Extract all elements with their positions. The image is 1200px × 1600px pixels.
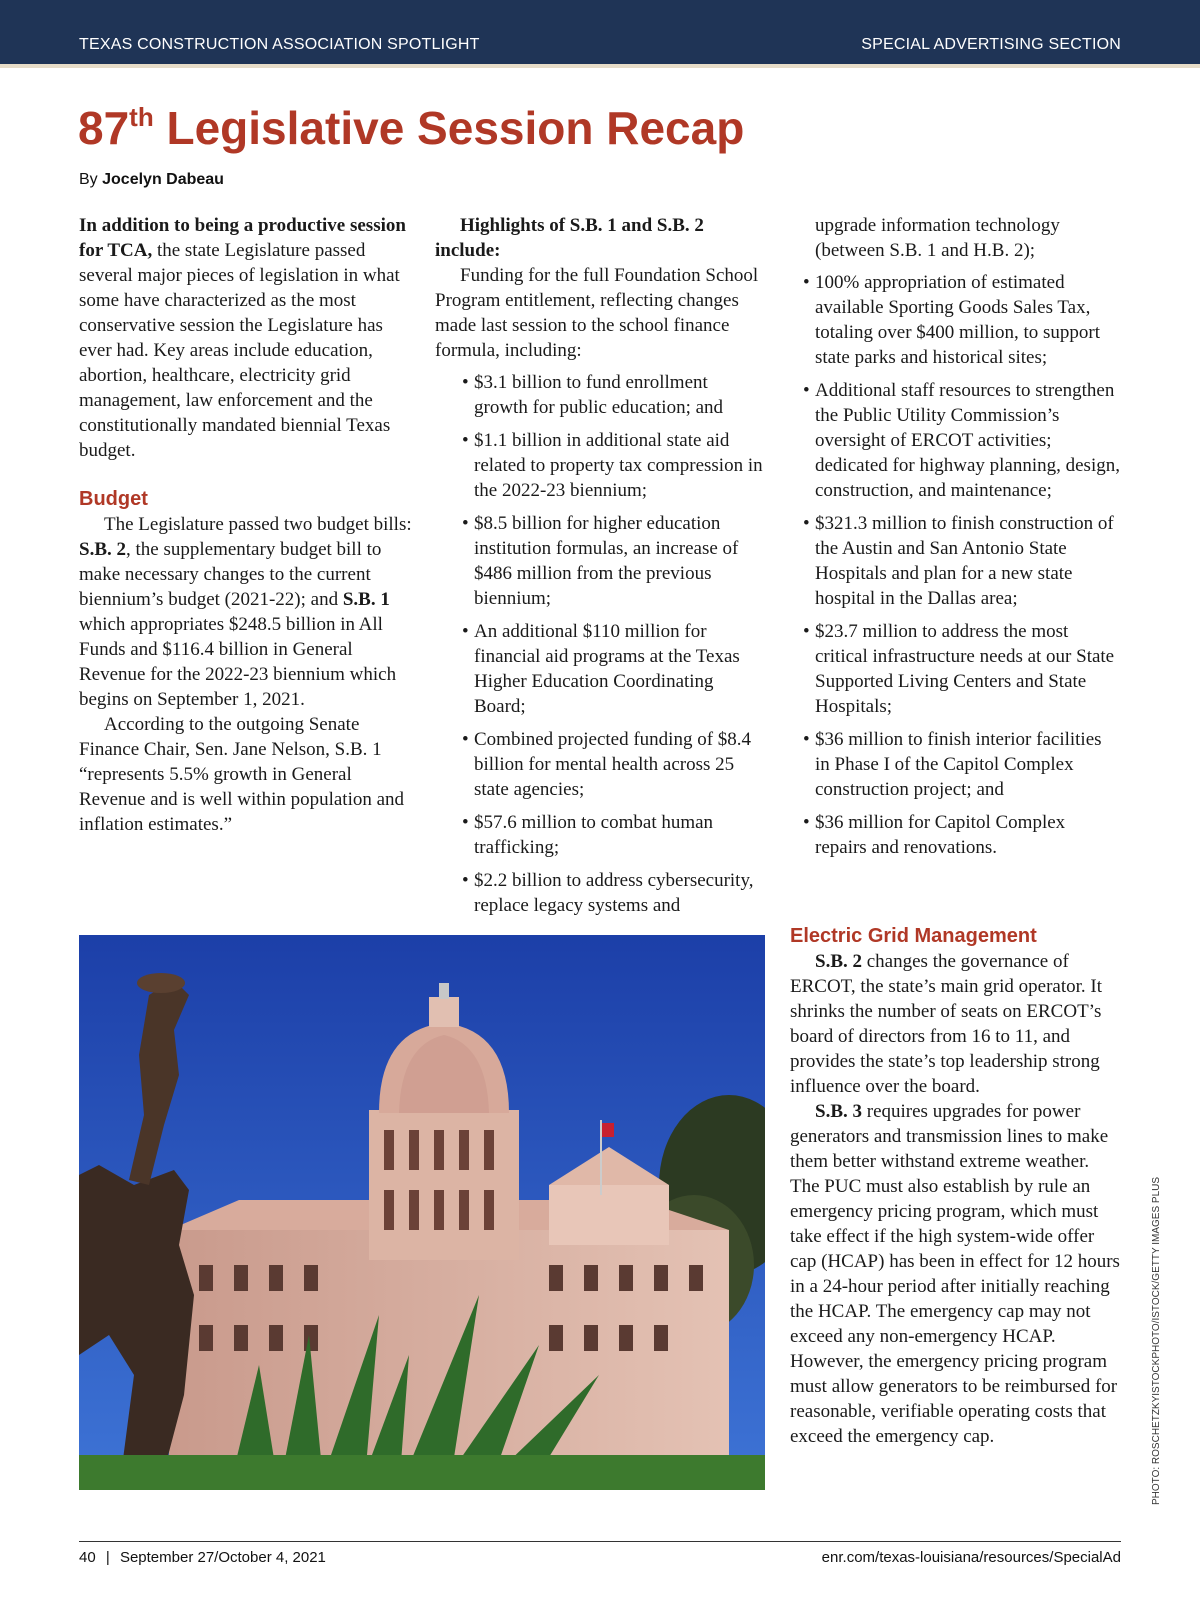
footer-url[interactable]: enr.com/texas-louisiana/resources/SpecialAd [821, 1549, 1121, 1566]
grid-paragraph-1 [790, 949, 1120, 1099]
page-number: 40 [79, 1549, 96, 1566]
list-item: • $2.2 billion to address cybersecurity, replace legacy systems and [462, 868, 765, 918]
footer-rule [79, 1541, 1121, 1542]
banner-rule [0, 64, 1200, 68]
budget-paragraph-1 [79, 512, 414, 712]
title-ordinal: th [129, 102, 154, 132]
budget-paragraph-2: According to the outgoing Senate Finance Chair, Sen. Jane Nelson, S.B. 1 “represents 5.5% growth in General Revenue and is well within population and inflation estimates.” [79, 714, 405, 835]
list-item: • $36 million for Capitol Complex repairs and renovations. [803, 810, 1120, 860]
grid-bill-sb2: S.B. 2 [815, 951, 862, 972]
list-continuation: upgrade information technology (between S.B. 1 and H.B. 2); [815, 215, 1060, 261]
intro-lead: In addition to being a productive session for TCA, [79, 215, 406, 261]
budget-heading: Budget [79, 488, 148, 510]
title-number: 87 [78, 102, 130, 154]
byline-prefix: By [79, 171, 103, 188]
grid-text-1: changes the governance of ERCOT, the state’s main grid operator. It shrinks the number of seats on ERCOT’s board of directors from 16 to 11, and provides the state’s top leadership strong influence over the board. [790, 951, 1103, 1097]
author-name: Jocelyn Dabeau [102, 171, 224, 188]
highlights-list [462, 370, 765, 918]
advertising-label: SPECIAL ADVERTISING SECTION [861, 36, 1121, 53]
list-item: • $3.1 billion to fund enrollment growth for public education; and [462, 370, 765, 420]
footer-separator: | [105, 1549, 110, 1566]
list-item: • 100% appropriation of estimated available Sporting Goods Sales Tax, totaling over $400 million, to support state parks and historical sites; [803, 270, 1120, 370]
issue-date: September 27/October 4, 2021 [119, 1549, 326, 1566]
list-item: • Additional staff resources to strengthen the Public Utility Commission’s oversight of ERCOT activities; dedicated for highway planning, design, construction, and maintenance; [803, 378, 1120, 503]
list-item: • $23.7 million to address the most critical infrastructure needs at our State Supported Living Centers and State Hospitals; [803, 619, 1120, 719]
list-item: • $57.6 million to combat human trafficking; [462, 810, 765, 860]
budget-bill-sb1: S.B. 1 [342, 589, 390, 610]
column-1 [79, 213, 414, 837]
intro-paragraph [79, 213, 414, 463]
section-label: TEXAS CONSTRUCTION ASSOCIATION SPOTLIGHT [79, 36, 480, 53]
byline [79, 171, 224, 189]
grid-heading: Electric Grid Management [790, 925, 1037, 947]
column-3 [815, 213, 1120, 860]
highlights-list-continued [803, 270, 1120, 860]
highlights-heading: Highlights of S.B. 1 and S.B. 2 include: [435, 215, 704, 261]
list-item: • An additional $110 million for financial aid programs at the Texas Higher Education Coordinating Board; [462, 619, 765, 719]
list-item: • Combined projected funding of $8.4 billion for mental health across 25 state agencies; [462, 727, 765, 802]
budget-bill-sb2: S.B. 2 [79, 539, 126, 560]
grid-paragraph-2 [790, 1099, 1120, 1449]
list-item: • $321.3 million to finish construction of the Austin and San Antonio State Hospitals and plan for a new state hospital in the Dallas area; [803, 511, 1120, 611]
capitol-illustration [79, 935, 765, 1490]
top-banner [0, 0, 1200, 64]
photo-credit: PHOTO: ROSCHETZKYISTOCKPHOTO/ISTOCK/GETTY IMAGES PLUS [1151, 1176, 1162, 1505]
budget-text-c: , the supplementary budget bill to make necessary changes to the current biennium’s budget (2021-22); and [79, 539, 382, 610]
list-item: • $8.5 billion for higher education institution formulas, an increase of $486 million from the previous biennium; [462, 511, 765, 611]
grid-bill-sb3: S.B. 3 [815, 1101, 862, 1122]
page-title [78, 98, 1118, 158]
intro-text: the state Legislature passed several major pieces of legislation in what some have characterized as the most conservative session the Legislature has ever had. Key areas include education, abortion, healthcare, electricity grid management, law enforcement and the constitutionally mandated biennial Texas budget. [79, 240, 400, 461]
highlights-intro: Funding for the full Foundation School Program entitlement, reflecting changes made last session to the school finance formula, including: [435, 265, 759, 361]
title-text: Legislative Session Recap [153, 102, 745, 154]
column-2 [435, 213, 765, 918]
electric-grid-section [790, 924, 1120, 1449]
page-footer [79, 1549, 326, 1566]
list-item: • $36 million to finish interior facilities in Phase I of the Capitol Complex construction project; and [803, 727, 1120, 802]
budget-text-a: The Legislature passed two budget bills: [104, 514, 412, 535]
budget-text-e: which appropriates $248.5 billion in All Funds and $116.4 billion in General Revenue for the 2022-23 biennium which begins on September 1, 2021. [79, 614, 397, 710]
grid-text-2: requires upgrades for power generators and transmission lines to make them better withstand extreme weather. The PUC must also establish by rule an emergency pricing program, which must take effect if the high system-wide offer cap (HCAP) has been in effect for 12 hours in a 24-hour period after initially reaching the HCAP. The emergency cap may not exceed any non-emergency HCAP. However, the emergency pricing program must allow generators to be reimbursed for reasonable, verifiable operating costs that exceed the emergency cap. [790, 1101, 1120, 1447]
list-item: • $1.1 billion in additional state aid related to property tax compression in the 2022-23 biennium; [462, 428, 765, 503]
capitol-photo [79, 935, 765, 1490]
